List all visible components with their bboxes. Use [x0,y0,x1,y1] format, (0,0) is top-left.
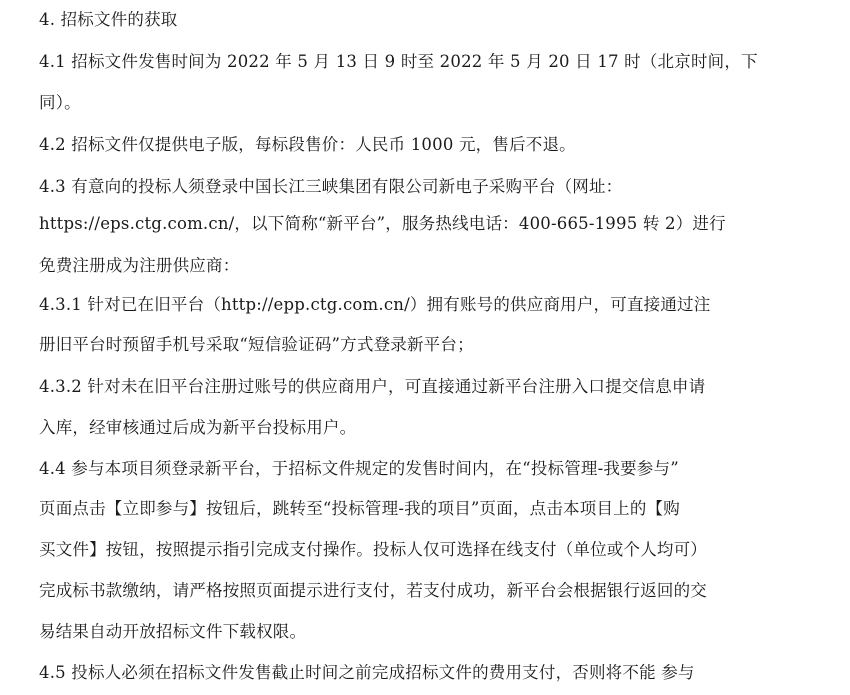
paragraph-4-3-line-2: https://eps.ctg.com.cn/，以下简称“新平台”，服务热线电话：400-665-1995 转 2）进行 [39,214,726,233]
section-heading: 4. 招标文件的获取 [39,10,178,29]
paragraph-4-5-line-1: 4.5 投标人必须在招标文件发售截止时间之前完成招标文件的费用支付，否则将不能 参与 [39,663,695,682]
paragraph-4-4-line-4: 完成标书款缴纳，请严格按照页面提示进行支付，若支付成功，新平台会根据银行返回的交 [39,581,707,600]
paragraph-4-4-line-5: 易结果自动开放招标文件下载权限。 [39,622,307,641]
paragraph-4-4-line-3: 买文件】按钮，按照提示指引完成支付操作。投标人仅可选择在线支付（单位或个人均可） [39,540,707,559]
paragraph-4-1-line-1: 4.1 招标文件发售时间为 2022 年 5 月 13 日 9 时至 2022 年 5 月 20 日 17 时（北京时间，下 [39,52,758,71]
paragraph-4-4-line-2: 页面点击【立即参与】按钮后，跳转至“投标管理-我的项目”页面，点击本项目上的【购 [39,499,680,518]
paragraph-4-3-line-1: 4.3 有意向的投标人须登录中国长江三峡集团有限公司新电子采购平台（网址： [39,177,623,196]
paragraph-4-4-line-1: 4.4 参与本项目须登录新平台，于招标文件规定的发售时间内，在“投标管理-我要参与” [39,459,679,478]
paragraph-4-3-1-line-1: 4.3.1 针对已在旧平台（http://epp.ctg.com.cn/）拥有账号的供应商用户，可直接通过注 [39,295,711,314]
paragraph-4-3-2-line-1: 4.3.2 针对未在旧平台注册过账号的供应商用户，可直接通过新平台注册入口提交信息申请 [39,377,706,396]
paragraph-4-3-1-line-2: 册旧平台时预留手机号采取“短信验证码”方式登录新平台； [39,335,474,354]
paragraph-4-3-2-line-2: 入库，经审核通过后成为新平台投标用户。 [39,418,357,437]
paragraph-4-2-line-1: 4.2 招标文件仅提供电子版，每标段售价：人民币 1000 元，售后不退。 [39,135,576,154]
paragraph-4-1-line-2: 同）。 [39,93,81,112]
paragraph-4-3-line-3: 免费注册成为注册供应商： [39,256,240,275]
